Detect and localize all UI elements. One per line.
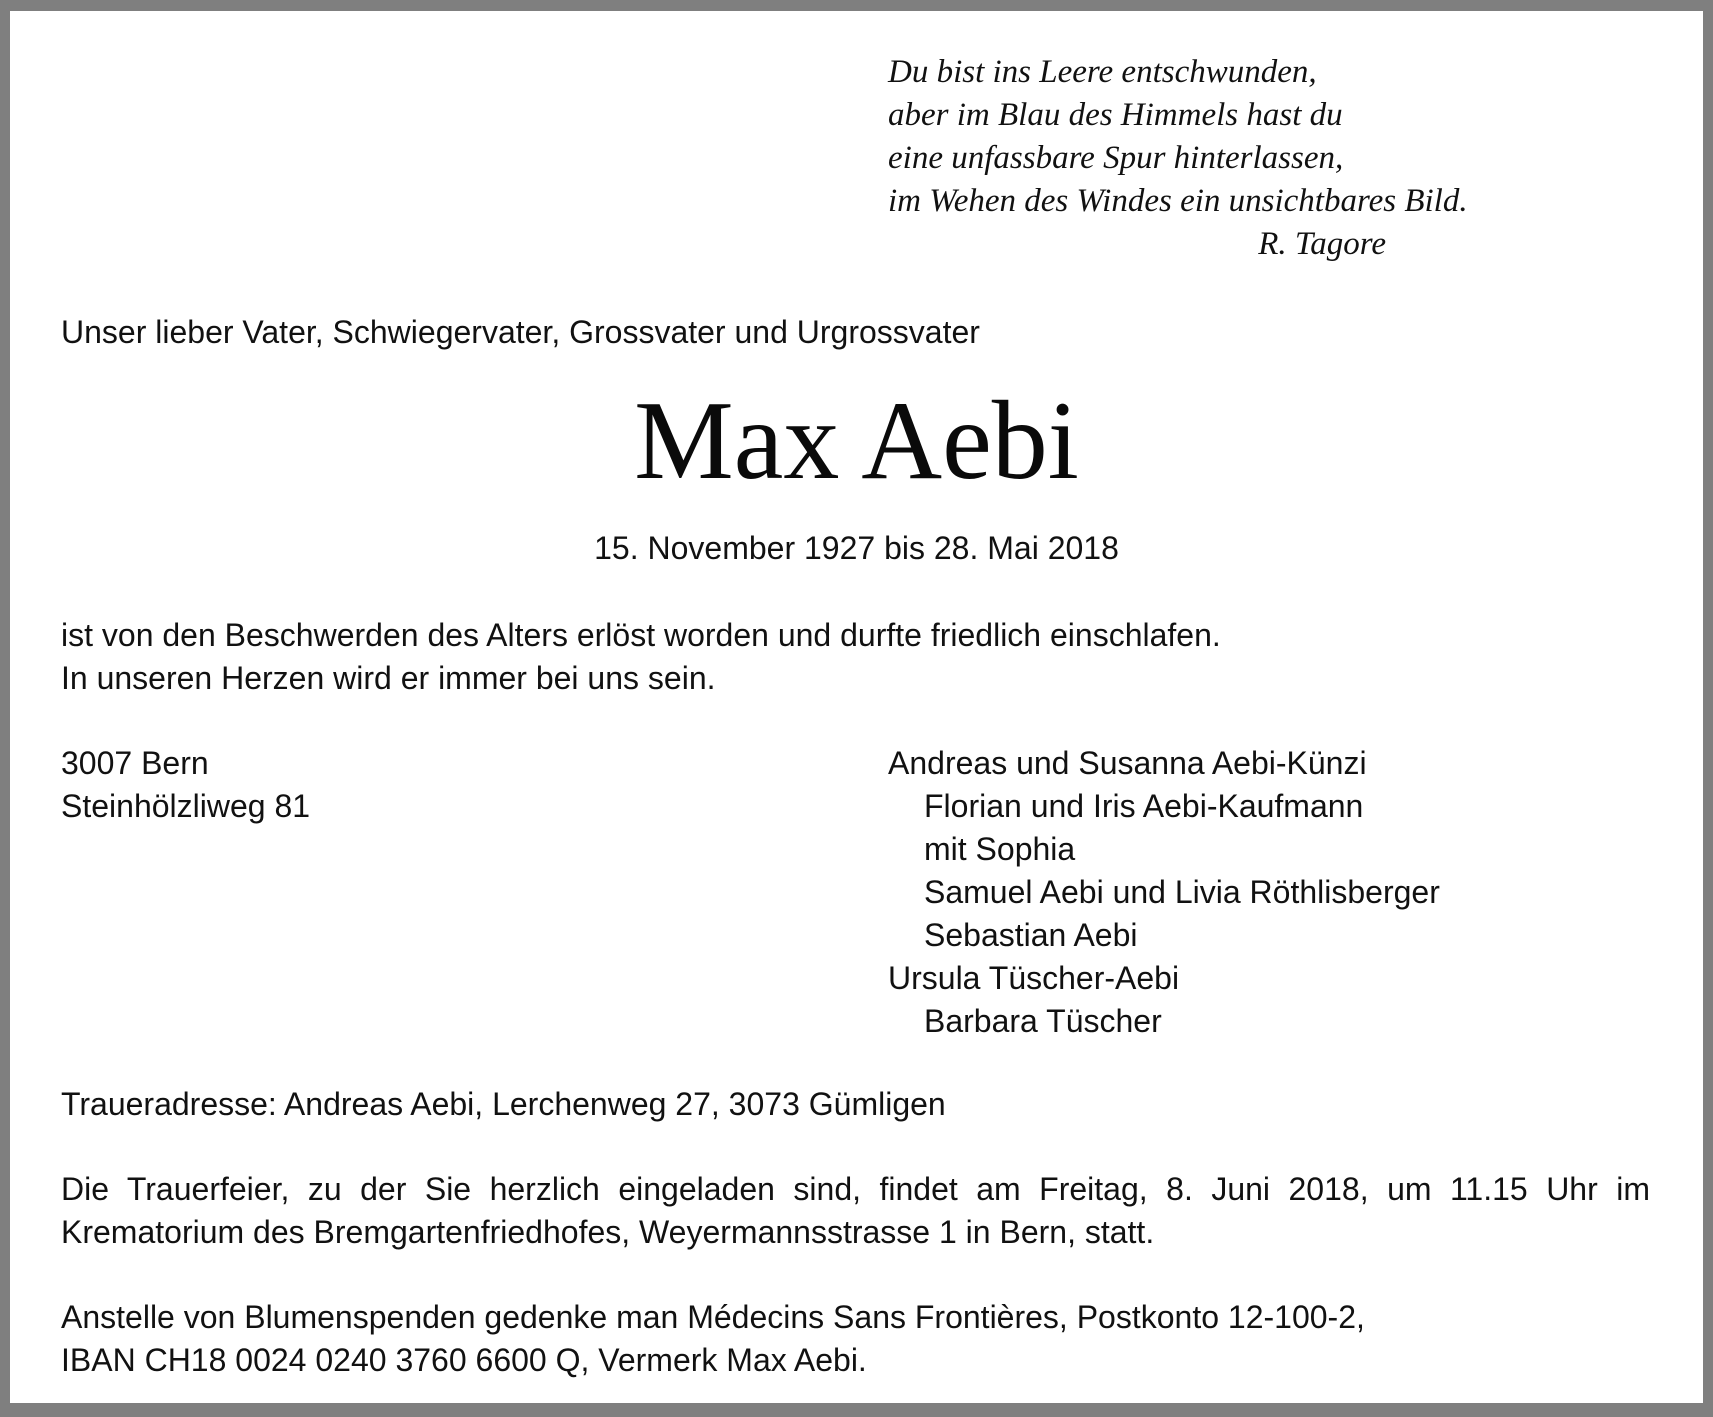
deceased-name: Max Aebi bbox=[634, 379, 1079, 503]
family-list bbox=[888, 742, 1440, 1043]
message-line: ist von den Beschwerden des Alters erlöst worden und durfte friedlich einschlafen. bbox=[61, 617, 1221, 653]
family-member: Florian und Iris Aebi-Kaufmann bbox=[924, 788, 1364, 824]
motto-line: Du bist ins Leere entschwunden, bbox=[888, 54, 1317, 90]
ceremony-notice bbox=[61, 1168, 1650, 1254]
ceremony-line: Krematorium des Bremgartenfriedhofes, Weyermannsstrasse 1 in Bern, statt. bbox=[61, 1214, 1155, 1250]
obituary-notice bbox=[10, 11, 1703, 1403]
donation-notice bbox=[61, 1296, 1365, 1382]
motto-line: eine unfassbare Spur hinterlassen, bbox=[888, 140, 1344, 176]
donation-line: Anstelle von Blumenspenden gedenke man Médecins Sans Frontières, Postkonto 12-100-2, bbox=[61, 1299, 1365, 1335]
message-line: In unseren Herzen wird er immer bei uns sein. bbox=[61, 660, 716, 696]
intro-text: Unser lieber Vater, Schwiegervater, Grossvater und Urgrossvater bbox=[61, 314, 980, 350]
address-line: Steinhölzliweg 81 bbox=[61, 788, 311, 824]
life-dates: 15. November 1927 bis 28. Mai 2018 bbox=[594, 530, 1119, 566]
message-text bbox=[61, 614, 1221, 700]
family-member: Ursula Tüscher-Aebi bbox=[888, 960, 1180, 996]
donation-line: IBAN CH18 0024 0240 3760 6600 Q, Vermerk Max Aebi. bbox=[61, 1342, 867, 1378]
family-member: Sebastian Aebi bbox=[924, 917, 1138, 953]
motto-line: im Wehen des Windes ein unsichtbares Bild. bbox=[888, 183, 1468, 219]
motto-author: R. Tagore bbox=[1258, 226, 1386, 262]
family-member: Barbara Tüscher bbox=[924, 1003, 1162, 1039]
home-address bbox=[61, 742, 310, 828]
family-member: Andreas und Susanna Aebi-Künzi bbox=[888, 745, 1367, 781]
mourning-address: Traueradresse: Andreas Aebi, Lerchenweg 27, 3073 Gümligen bbox=[61, 1086, 946, 1122]
ceremony-line: Die Trauerfeier, zu der Sie herzlich eingeladen sind, findet am Freitag, 8. Juni 2018, um 11.15 Uhr im bbox=[61, 1171, 1650, 1207]
family-member: mit Sophia bbox=[924, 831, 1076, 867]
motto-quote bbox=[888, 51, 1508, 266]
family-member: Samuel Aebi und Livia Röthlisberger bbox=[924, 874, 1440, 910]
address-line: 3007 Bern bbox=[61, 745, 209, 781]
motto-line: aber im Blau des Himmels hast du bbox=[888, 97, 1343, 133]
